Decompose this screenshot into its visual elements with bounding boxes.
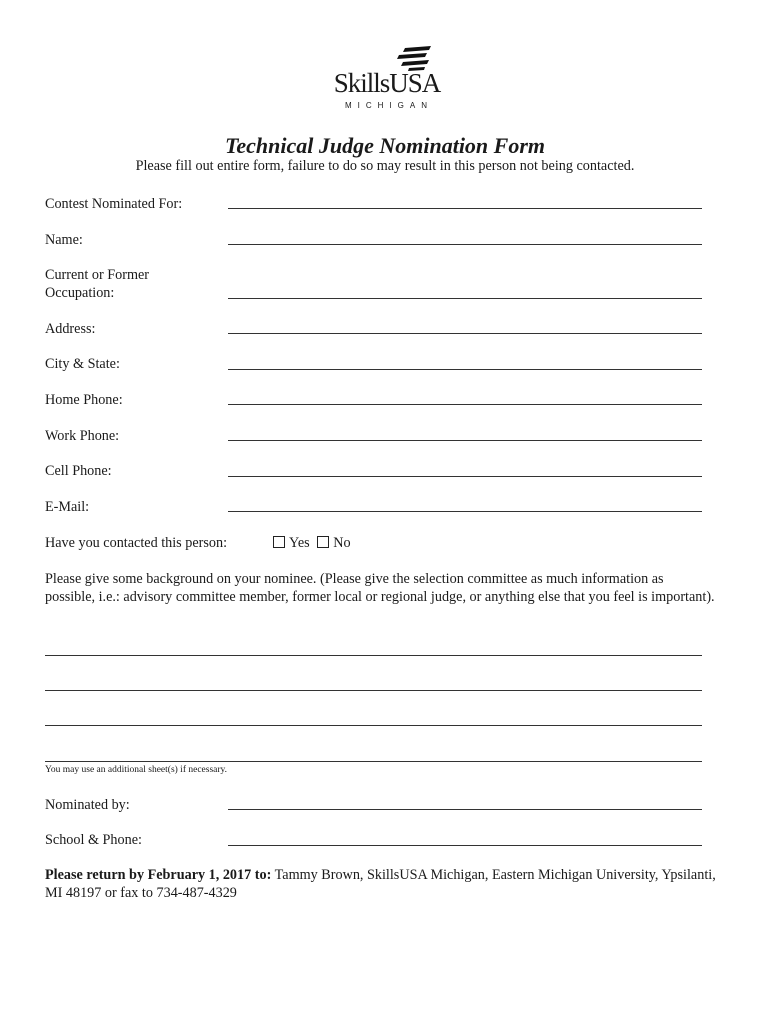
work-phone-line[interactable] xyxy=(228,440,702,441)
logo-wordmark: SkillsUSA xyxy=(333,68,441,98)
work-phone-label: Work Phone: xyxy=(45,428,120,444)
background-prompt: Please give some background on your nominee. (Please give the selection committee as much information as possible, i.e.: advisory committee member, former local or regional judge, or anything else that you feel is important). xyxy=(45,571,715,605)
school-phone-line[interactable] xyxy=(228,845,702,846)
no-label: No xyxy=(333,535,351,551)
background-line-3[interactable] xyxy=(45,725,702,726)
name-line[interactable] xyxy=(228,244,702,245)
return-instructions xyxy=(45,866,725,902)
form-title: Technical Judge Nomination Form xyxy=(224,133,546,158)
background-line-2[interactable] xyxy=(45,690,702,691)
occupation-label: Current or Former Occupation: xyxy=(45,267,150,301)
contest-label: Contest Nominated For: xyxy=(45,196,183,212)
contacted-options xyxy=(273,534,351,552)
cell-phone-label: Cell Phone: xyxy=(45,463,112,479)
yes-label: Yes xyxy=(289,535,310,551)
form-subtitle: Please fill out entire form, failure to do so may result in this person not being contacted. xyxy=(135,158,635,174)
nominated-by-label: Nominated by: xyxy=(45,797,130,813)
name-label: Name: xyxy=(45,232,83,248)
logo-subtext: MICHIGAN xyxy=(345,101,433,110)
background-line-4[interactable] xyxy=(45,761,702,762)
cell-phone-line[interactable] xyxy=(228,476,702,477)
return-address: Tammy Brown, SkillsUSA Michigan, Eastern Michigan University, Ypsilanti, MI 48197 or fax to 734-487-4329 xyxy=(45,867,716,901)
occupation-line[interactable] xyxy=(228,298,702,299)
yes-checkbox[interactable] xyxy=(273,536,285,548)
no-checkbox[interactable] xyxy=(317,536,329,548)
contest-line[interactable] xyxy=(228,208,702,209)
email-label: E-Mail: xyxy=(45,499,90,515)
city-state-line[interactable] xyxy=(228,369,702,370)
address-line[interactable] xyxy=(228,333,702,334)
return-deadline: Please return by February 1, 2017 to: xyxy=(45,867,272,883)
city-state-label: City & State: xyxy=(45,356,120,372)
skillsusa-logo xyxy=(333,46,441,116)
contacted-question: Have you contacted this person: xyxy=(45,535,228,551)
background-line-1[interactable] xyxy=(45,655,702,656)
email-line[interactable] xyxy=(228,511,702,512)
nominated-by-line[interactable] xyxy=(228,809,702,810)
additional-sheet-note: You may use an additional sheet(s) if necessary. xyxy=(45,765,228,775)
home-phone-label: Home Phone: xyxy=(45,392,123,408)
school-phone-label: School & Phone: xyxy=(45,832,142,848)
home-phone-line[interactable] xyxy=(228,404,702,405)
address-label: Address: xyxy=(45,321,96,337)
